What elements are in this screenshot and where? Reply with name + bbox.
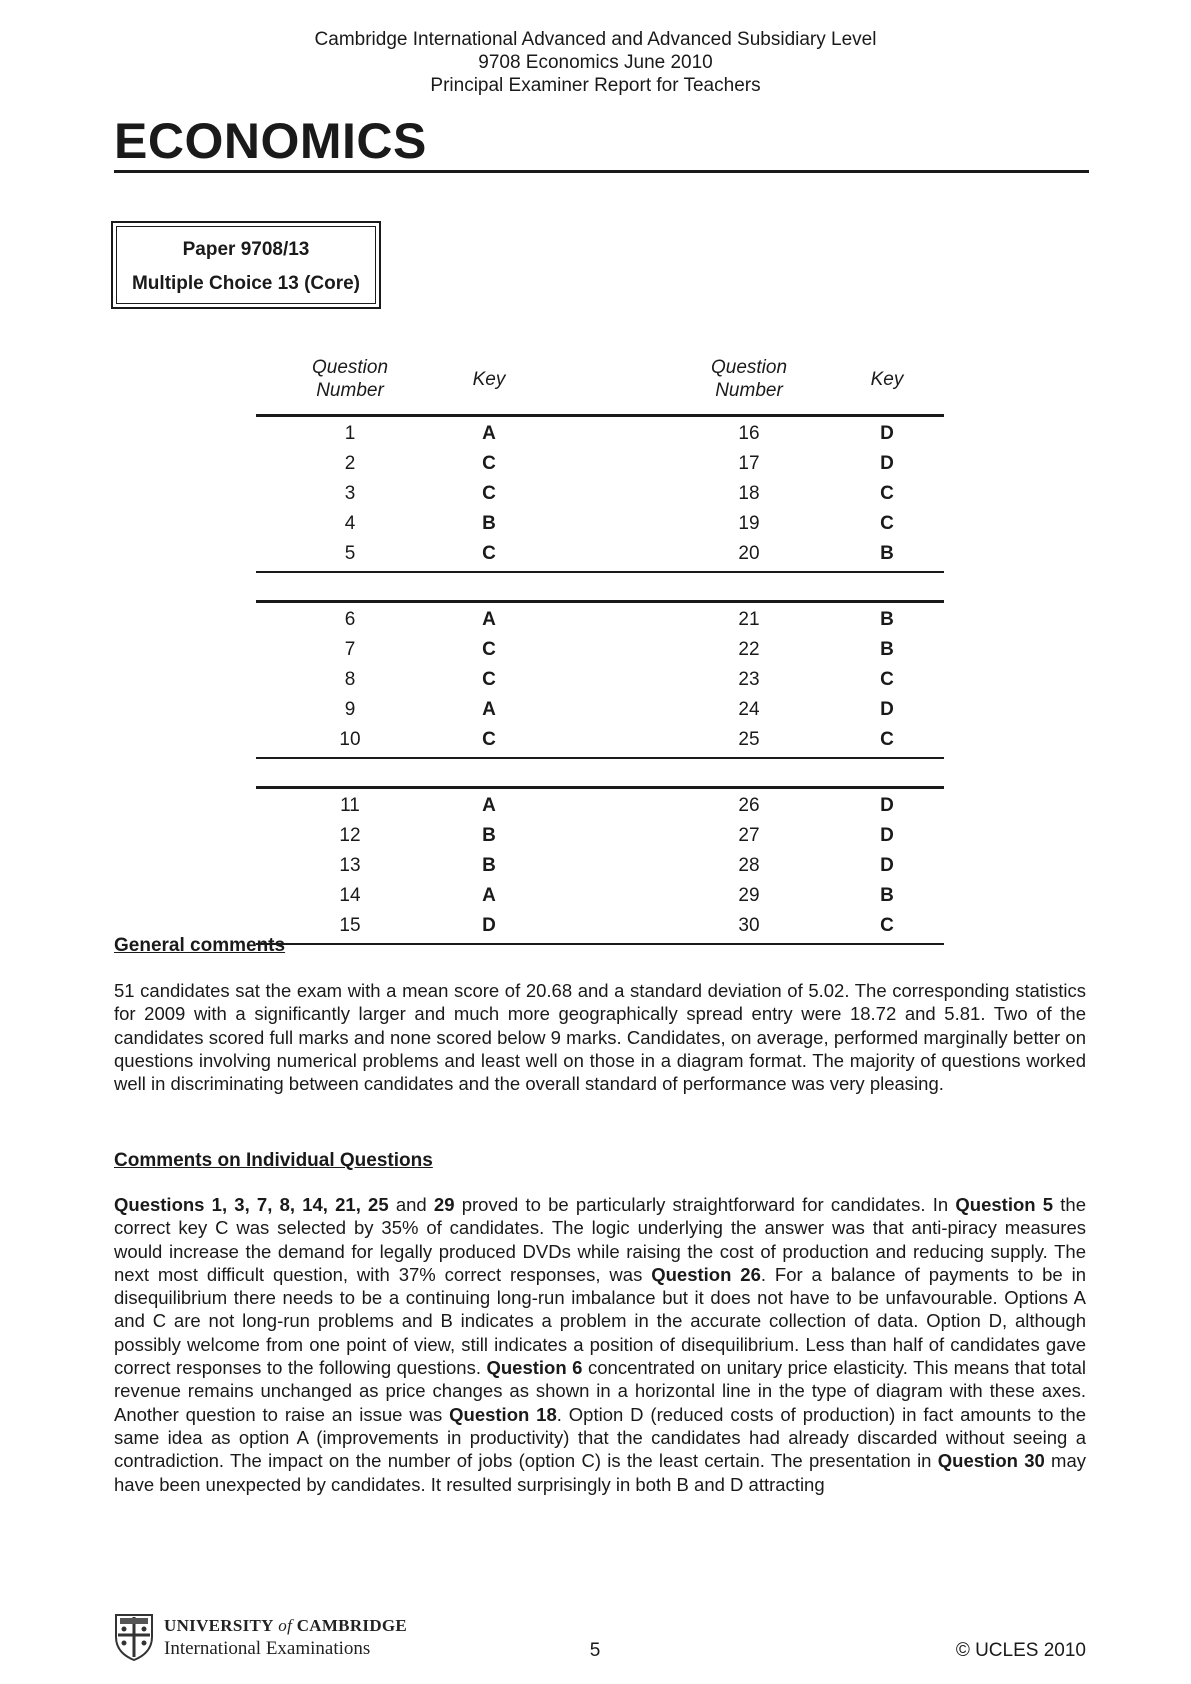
logo-university-word: UNIVERSITY (164, 1616, 274, 1635)
comment-text: and (388, 1194, 434, 1215)
document-title: ECONOMICS (114, 113, 427, 169)
logo-cambridge-word: CAMBRIDGE (296, 1616, 408, 1635)
copyright-notice: © UCLES 2010 (955, 1640, 1086, 1661)
key-right: B (880, 608, 894, 630)
table-row (256, 509, 944, 539)
key-left: D (482, 914, 496, 936)
question-number-right: 18 (738, 482, 760, 504)
key-left: C (482, 482, 496, 504)
table-row (256, 635, 944, 665)
table-group (256, 417, 944, 571)
question-number-right: 30 (738, 914, 760, 936)
table-row (256, 695, 944, 725)
key-left: B (482, 824, 496, 846)
table-row (256, 419, 944, 449)
question-number-left: 11 (340, 794, 360, 816)
key-right: B (880, 884, 894, 906)
key-left: C (482, 728, 496, 750)
question-number-left: 10 (339, 728, 361, 750)
table-row (256, 479, 944, 509)
page-number: 5 (589, 1640, 601, 1661)
key-right: D (880, 824, 894, 846)
paper-info-box (111, 221, 381, 309)
question-number-right: 25 (738, 728, 760, 750)
individual-comments-heading: Comments on Individual Questions (114, 1150, 433, 1171)
table-row (256, 539, 944, 569)
header-line-2: 9708 Economics June 2010 (478, 52, 713, 73)
question-reference: Question 6 (486, 1357, 583, 1379)
logo-international-examinations: International Examinations (164, 1638, 371, 1659)
question-number-left: 4 (344, 512, 356, 534)
key-left: C (482, 542, 496, 564)
table-row (256, 665, 944, 695)
table-row (256, 791, 944, 821)
question-number-right: 22 (738, 638, 760, 660)
key-right: C (880, 482, 894, 504)
key-right: D (880, 854, 894, 876)
table-group (256, 603, 944, 757)
key-right: D (880, 698, 894, 720)
comment-text: . Option D (reduced costs of production) in fact amounts to the same idea as option A (improvements in productivity) that the candidates had already discarded without seeing a contradiction. The impact on the number of jobs (option C) is the least certain. The presentation in (114, 1403, 1086, 1472)
question-number-right: 26 (738, 794, 760, 816)
key-right: B (880, 638, 894, 660)
question-number-left: 14 (339, 884, 361, 906)
table-rule (256, 943, 944, 946)
key-right: B (880, 542, 894, 564)
question-reference: Question 26 (651, 1263, 761, 1285)
header-question-label: Question (311, 357, 389, 378)
header-number-label: Number (316, 380, 384, 401)
general-comments-paragraph: 51 candidates sat the exam with a mean score of 20.68 and a standard deviation of 5.02. The corresponding statistics for 2009 with a significantly larger and much more geographically spread entry were 18.72 and 5.81. Two of the candidates scored full marks and none scored below 9 marks. Candidates, on average, performed marginally better on questions involving numerical problems and least well on those in a diagram format. The majority of questions worked well in discriminating between candidates and the overall standard of performance was very pleasing. (114, 980, 1086, 1095)
header-question-label: Question (710, 357, 788, 378)
comment-text: concentrated on unitary price elasticity. This means that total revenue remains unchanged as price changes as shown in a horizontal line in the type of diagram with these axes. Another question to raise an issue was (114, 1357, 1086, 1425)
key-left: A (482, 608, 496, 630)
table-group-gap (256, 573, 944, 600)
question-number-right: 29 (738, 884, 760, 906)
question-number-left: 9 (344, 698, 356, 720)
key-right: C (880, 668, 894, 690)
key-right: D (880, 794, 894, 816)
paper-code: Paper 9708/13 (182, 239, 310, 260)
comment-text: the correct key C was selected by 35% of candidates. The logic underlying the answer was that anti-piracy measures would increase the demand for legally produced DVDs while raising the cost of production and reducing supply. The next most difficult question, with 37% correct responses, was (114, 1194, 1086, 1285)
header-question-number-right (704, 356, 794, 402)
key-left: B (482, 854, 496, 876)
key-left: C (482, 668, 496, 690)
comment-text: . For a balance of payments to be in disequilibrium there needs to be a continuing long-run imbalance but it does not have to be unfavourable. Options A and C are not long-run problems and B indicates a problem in the accurate collection of data. Option D, although possibly welcome from one point of view, still indicates a position of disequilibrium. Less than half of candidates gave correct responses to the following questions. (114, 1263, 1086, 1379)
table-group (256, 789, 944, 943)
question-number-left: 5 (344, 542, 356, 564)
answer-key-header-row (256, 356, 944, 414)
question-number-left: 8 (344, 668, 356, 690)
comment-text: may have been unexpected by candidates. It resulted surprisingly in both B and D attracting (114, 1450, 1087, 1495)
page-header (0, 28, 1191, 97)
key-left: A (482, 422, 496, 444)
question-number-right: 23 (738, 668, 760, 690)
logo-university-name (164, 1615, 407, 1637)
header-number-label: Number (715, 380, 783, 401)
table-row (256, 821, 944, 851)
general-comments-heading: General comments (114, 935, 286, 956)
header-question-number-left (305, 356, 395, 402)
key-right: D (880, 452, 894, 474)
comment-text: proved to be particularly straightforward for candidates. In (454, 1194, 956, 1215)
question-reference: Question 30 (937, 1450, 1045, 1472)
question-number-left: 13 (339, 854, 361, 876)
table-row (256, 851, 944, 881)
question-number-left: 7 (344, 638, 356, 660)
key-left: C (482, 638, 496, 660)
cambridge-logo (114, 1613, 414, 1663)
question-reference: Question 18 (449, 1403, 557, 1425)
key-right: C (880, 512, 894, 534)
question-number-left: 1 (344, 422, 356, 444)
answer-key-groups (256, 417, 944, 946)
question-number-left: 2 (344, 452, 356, 474)
question-number-left: 6 (344, 608, 356, 630)
question-number-right: 24 (738, 698, 760, 720)
question-reference: 29 (433, 1194, 455, 1215)
title-underline-rule (114, 170, 1089, 173)
header-key-left: Key (472, 369, 506, 390)
university-crest-icon (114, 1613, 154, 1661)
question-reference: Question 5 (955, 1194, 1054, 1215)
question-number-right: 27 (738, 824, 760, 846)
key-right: D (880, 422, 894, 444)
table-group-gap (256, 759, 944, 786)
question-number-left: 3 (344, 482, 356, 504)
answer-key-table (256, 356, 944, 945)
logo-text (164, 1615, 407, 1661)
question-number-right: 16 (738, 422, 760, 444)
header-line-1: Cambridge International Advanced and Advanced Subsidiary Level (314, 29, 877, 50)
key-left: C (482, 452, 496, 474)
question-number-right: 21 (738, 608, 760, 630)
key-right: C (880, 914, 894, 936)
question-number-left: 15 (339, 914, 361, 936)
table-row (256, 911, 944, 941)
question-number-right: 28 (738, 854, 760, 876)
question-number-right: 17 (738, 452, 760, 474)
paper-title: Multiple Choice 13 (Core) (131, 273, 361, 294)
question-number-left: 12 (339, 824, 361, 846)
question-number-right: 19 (738, 512, 760, 534)
table-row (256, 449, 944, 479)
table-row (256, 725, 944, 755)
table-row (256, 881, 944, 911)
individual-comments-paragraph (114, 1193, 1086, 1496)
key-left: B (482, 512, 496, 534)
logo-of-word: of (273, 1616, 297, 1635)
key-right: C (880, 728, 894, 750)
key-left: A (482, 884, 496, 906)
question-reference: Questions 1, 3, 7, 8, 14, 21, 25 (114, 1194, 389, 1215)
key-left: A (482, 698, 496, 720)
key-left: A (482, 794, 496, 816)
header-line-3: Principal Examiner Report for Teachers (430, 75, 761, 96)
table-row (256, 605, 944, 635)
paper-info-box-inner (116, 226, 376, 304)
question-number-right: 20 (738, 542, 760, 564)
header-key-right: Key (870, 369, 904, 390)
